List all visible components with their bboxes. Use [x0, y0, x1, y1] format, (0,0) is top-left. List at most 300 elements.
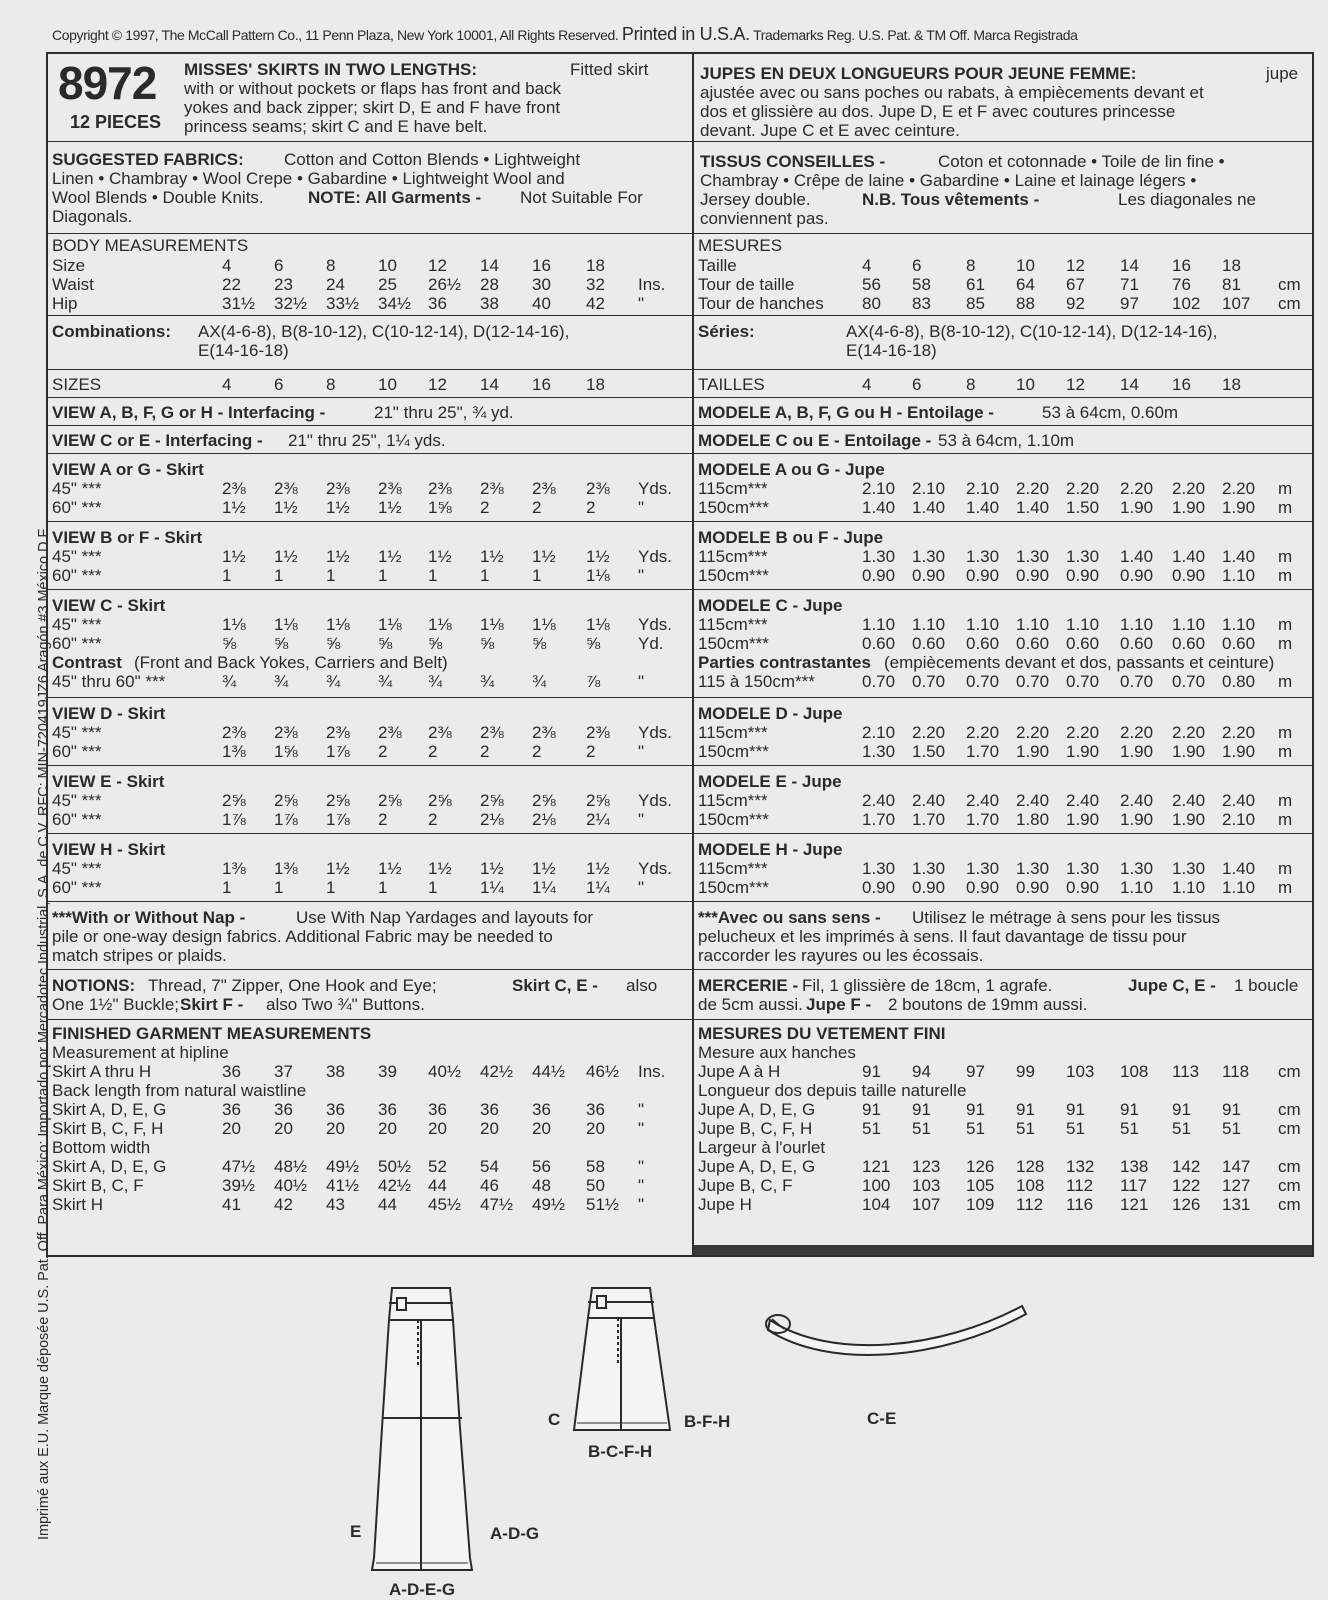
row-label: TAILLES	[698, 375, 765, 394]
row-value: 2.40	[912, 791, 946, 810]
description-line: ajustée avec ou sans poches ou rabats, à empiècements devant et	[700, 83, 1204, 102]
row-value: 1½	[378, 498, 402, 517]
view-section	[48, 834, 692, 902]
row-value: 1⅛	[532, 615, 556, 634]
row-unit: m	[1278, 878, 1293, 897]
row-value: 1.10	[1222, 615, 1256, 634]
row-value: 20	[532, 1119, 551, 1138]
row-value: ¾	[222, 672, 237, 691]
view-title: VIEW E - Skirt	[52, 772, 165, 791]
row-unit: Yds.	[638, 547, 673, 566]
row-value: 1.90	[1120, 742, 1154, 761]
row-value: 51	[862, 1119, 881, 1138]
row-value: 56	[532, 1157, 551, 1176]
row-value: 102	[1172, 294, 1201, 313]
row-unit: "	[638, 810, 645, 829]
row-value: 2.20	[1172, 479, 1206, 498]
row-value: 2⅜	[480, 479, 504, 498]
row-value: ⅝	[532, 634, 547, 653]
fabrics-text: Jersey double.	[700, 190, 811, 209]
row-unit: "	[638, 498, 645, 517]
row-value: 1.30	[1066, 547, 1100, 566]
row-value: 24	[326, 275, 345, 294]
row-value: 44½	[532, 1062, 566, 1081]
row-value: 36	[222, 1062, 241, 1081]
row-label: 60" ***	[52, 498, 102, 517]
view-title: MODELE H - Jupe	[698, 840, 843, 859]
row-value: 2⅜	[532, 479, 556, 498]
row-value: 1.10	[1016, 615, 1050, 634]
row-value: 138	[1120, 1157, 1149, 1176]
fabrics-note-label: NOTE: All Garments -	[308, 188, 482, 207]
notions-text: 2 boutons de 19mm aussi.	[888, 995, 1088, 1014]
row-value: 1½	[532, 859, 556, 878]
row-value: 1	[222, 878, 232, 897]
nap-text: raccorder les rayures ou les écossais.	[698, 946, 984, 965]
row-value: 2⅜	[222, 723, 246, 742]
row-label: SIZES	[52, 375, 102, 394]
row-value: 0.60	[862, 634, 896, 653]
row-value: 2⅜	[586, 479, 610, 498]
row-value: 2.20	[1172, 723, 1206, 742]
row-value: 1½	[428, 547, 452, 566]
view-section	[694, 522, 1312, 590]
notions-text: 1 boucle	[1234, 976, 1299, 995]
interfacing-label: MODELE C ou E - Entoilage -	[698, 431, 932, 450]
row-value: 1.30	[862, 547, 896, 566]
view-section	[694, 698, 1312, 766]
row-unit: m	[1278, 742, 1293, 761]
row-value: 1.90	[1066, 742, 1100, 761]
row-value: 91	[912, 1100, 931, 1119]
nap-section	[694, 902, 1312, 970]
row-value: 0.60	[1222, 634, 1256, 653]
row-value: 1½	[586, 859, 610, 878]
short-skirt-drawing	[574, 1288, 670, 1430]
row-unit: cm	[1278, 1176, 1301, 1195]
row-value: 2⅝	[532, 791, 556, 810]
fabrics-section	[694, 142, 1312, 234]
row-label: Jupe H	[698, 1195, 752, 1214]
row-value: 94	[912, 1062, 931, 1081]
row-value: 2⅜	[274, 723, 298, 742]
row-value: 52	[428, 1157, 447, 1176]
contrast-label: Contrast	[52, 653, 122, 672]
row-value: 103	[1066, 1062, 1095, 1081]
row-unit: cm	[1278, 1100, 1301, 1119]
row-value: 0.60	[966, 634, 1000, 653]
row-label: 45" ***	[52, 723, 102, 742]
row-value: 36	[326, 1100, 345, 1119]
row-value: 33½	[326, 294, 360, 313]
row-value: 2	[378, 810, 388, 829]
row-value: 1½	[428, 859, 452, 878]
row-value: 39	[378, 1062, 397, 1081]
fabrics-text: Diagonals.	[52, 207, 133, 226]
row-unit: m	[1278, 634, 1293, 653]
description-line: princess seams; skirt C and E have belt.	[184, 117, 488, 136]
nap-label: ***With or Without Nap -	[52, 908, 246, 927]
description-line: jupe	[1266, 64, 1299, 83]
row-value: 16	[532, 375, 551, 394]
row-value: 2.20	[1066, 723, 1100, 742]
view-title: MODELE A ou G - Jupe	[698, 460, 885, 479]
view-title: MODELE B ou F - Jupe	[698, 528, 884, 547]
row-value: 2.20	[1016, 723, 1050, 742]
row-value: 51½	[586, 1195, 620, 1214]
view-section	[694, 834, 1312, 902]
row-value: 2.10	[966, 479, 1000, 498]
row-value: 51	[966, 1119, 985, 1138]
row-label: 115cm***	[698, 859, 768, 878]
row-unit: Yds.	[638, 479, 673, 498]
row-value: 47½	[222, 1157, 256, 1176]
row-value: 1.40	[862, 498, 896, 517]
row-value: 1⅛	[222, 615, 246, 634]
row-value: 1	[274, 566, 284, 585]
sizes-section	[694, 370, 1312, 398]
interfacing-label: VIEW C or E - Interfacing -	[52, 431, 263, 450]
row-value: 1	[428, 566, 438, 585]
row-value: 25	[378, 275, 397, 294]
row-label: 60" ***	[52, 634, 102, 653]
row-label: 150cm***	[698, 810, 769, 829]
row-value: 0.70	[966, 672, 1000, 691]
row-value: 91	[1120, 1100, 1139, 1119]
row-unit: "	[638, 294, 645, 313]
row-value: ⅝	[480, 634, 495, 653]
row-value: 1.40	[1120, 547, 1154, 566]
row-value: 32	[586, 275, 605, 294]
row-value: 2.20	[1066, 479, 1100, 498]
row-value: 51	[912, 1119, 931, 1138]
sizes-section	[48, 370, 692, 398]
row-unit: Yds.	[638, 859, 673, 878]
label-e: E	[350, 1522, 362, 1541]
row-value: 2.40	[1120, 791, 1154, 810]
pattern-title: MISSES' SKIRTS IN TWO LENGTHS:	[184, 60, 478, 79]
row-value: 1.40	[1172, 547, 1206, 566]
row-value: 16	[1172, 256, 1191, 275]
row-value: 1½	[274, 498, 298, 517]
row-label: Longueur dos depuis taille naturelle	[698, 1081, 967, 1100]
row-value: 61	[966, 275, 985, 294]
row-unit: "	[638, 1195, 645, 1214]
row-unit: m	[1278, 547, 1293, 566]
row-value: 44	[378, 1195, 397, 1214]
row-value: 28	[480, 275, 499, 294]
row-value: 1.40	[1016, 498, 1050, 517]
piece-count: 12 PIECES	[70, 112, 162, 132]
row-unit: "	[638, 566, 645, 585]
row-value: 2⅜	[480, 723, 504, 742]
row-value: 56	[862, 275, 881, 294]
row-value: 1½	[222, 547, 246, 566]
combinations-section	[48, 316, 692, 370]
fabrics-text: Linen • Chambray • Wool Crepe • Gabardine • Lightweight Wool and	[52, 169, 565, 188]
long-skirt-drawing	[372, 1288, 472, 1570]
row-value: 122	[1172, 1176, 1201, 1195]
row-value: 1.70	[912, 810, 946, 829]
notions-text: also Two ¾" Buttons.	[266, 995, 425, 1014]
row-value: 20	[222, 1119, 241, 1138]
row-value: 108	[1120, 1062, 1149, 1081]
row-value: ⅝	[428, 634, 443, 653]
row-value: 51	[1016, 1119, 1035, 1138]
row-value: 44	[428, 1176, 447, 1195]
interfacing-section	[694, 426, 1312, 454]
row-value: 1¼	[480, 878, 504, 897]
row-value: ⅝	[274, 634, 289, 653]
body-measurements-title: BODY MEASUREMENTS	[52, 236, 249, 255]
row-value: 4	[862, 375, 872, 394]
row-label: Skirt B, C, F	[52, 1176, 144, 1195]
view-title: VIEW B or F - Skirt	[52, 528, 203, 547]
row-value: 91	[966, 1100, 985, 1119]
description-section	[694, 54, 1312, 142]
row-value: 38	[326, 1062, 345, 1081]
row-value: 2⅝	[378, 791, 402, 810]
view-title: MODELE C - Jupe	[698, 596, 843, 615]
label-a-d-e-g: A-D-E-G	[389, 1580, 456, 1599]
row-value: 18	[586, 256, 605, 275]
view-section	[48, 698, 692, 766]
row-value: 1½	[586, 547, 610, 566]
row-value: 42	[274, 1195, 293, 1214]
interfacing-value: 21" thru 25", ¾ yd.	[374, 403, 514, 422]
row-value: 2.20	[1016, 479, 1050, 498]
row-value: 2¼	[586, 810, 610, 829]
row-unit: "	[638, 1119, 645, 1138]
row-value: 36	[532, 1100, 551, 1119]
row-value: 0.90	[1120, 566, 1154, 585]
row-value: 2⅜	[532, 723, 556, 742]
nap-text: pile or one-way design fabrics. Additional Fabric may be needed to	[52, 927, 553, 946]
row-value: 80	[862, 294, 881, 313]
row-value: 12	[428, 256, 447, 275]
row-value: 103	[912, 1176, 941, 1195]
row-value: 1⅛	[378, 615, 402, 634]
combinations-text: E(14-16-18)	[198, 341, 289, 360]
row-value: 0.60	[1016, 634, 1050, 653]
combinations-section	[694, 316, 1312, 370]
notions-text: de 5cm aussi.	[698, 995, 803, 1014]
row-value: 131	[1222, 1195, 1251, 1214]
interfacing-label: VIEW A, B, F, G or H - Interfacing -	[52, 403, 326, 422]
row-value: 36	[378, 1100, 397, 1119]
view-title: MODELE D - Jupe	[698, 704, 843, 723]
row-unit: cm	[1278, 1157, 1301, 1176]
row-value: 1	[532, 566, 542, 585]
row-value: ¾	[428, 672, 443, 691]
row-value: 42	[586, 294, 605, 313]
row-value: 2.40	[1172, 791, 1206, 810]
fabrics-text: Wool Blends • Double Knits.	[52, 188, 264, 207]
notions-label: Jupe C, E -	[1128, 976, 1216, 995]
row-value: 0.70	[862, 672, 896, 691]
row-value: 2.10	[912, 479, 946, 498]
row-value: 91	[1016, 1100, 1035, 1119]
row-value: 2.40	[1222, 791, 1256, 810]
row-value: 1.30	[966, 547, 1000, 566]
notions-label: Skirt C, E -	[512, 976, 598, 995]
row-value: 20	[378, 1119, 397, 1138]
row-value: 85	[966, 294, 985, 313]
row-value: 0.90	[862, 566, 896, 585]
row-value: 1.10	[862, 615, 896, 634]
row-value: 1⅞	[222, 810, 246, 829]
row-value: 1.90	[1120, 498, 1154, 517]
row-unit: "	[638, 1157, 645, 1176]
english-column	[48, 54, 694, 1255]
body-measurements-title: MESURES	[698, 236, 783, 255]
row-value: 6	[274, 375, 284, 394]
row-label: 150cm***	[698, 634, 769, 653]
row-value: 92	[1066, 294, 1085, 313]
row-value: 1⅜	[222, 742, 246, 761]
row-value: 1	[274, 878, 284, 897]
row-value: ⅝	[586, 634, 601, 653]
row-value: 2.20	[1222, 723, 1256, 742]
row-value: 1½	[326, 859, 350, 878]
row-unit: Yds.	[638, 615, 673, 634]
row-value: 1⅛	[428, 615, 452, 634]
row-unit: "	[638, 742, 645, 761]
row-value: 1⅜	[222, 859, 246, 878]
row-value: 32½	[274, 294, 308, 313]
row-value: 48	[532, 1176, 551, 1195]
row-value: 1.30	[1066, 859, 1100, 878]
row-label: Skirt A thru H	[52, 1062, 152, 1081]
copyright-line	[52, 24, 1322, 50]
row-value: 2⅜	[378, 723, 402, 742]
row-value: 1.30	[966, 859, 1000, 878]
row-unit: cm	[1278, 294, 1301, 313]
row-value: 51	[1172, 1119, 1191, 1138]
row-unit: m	[1278, 498, 1293, 517]
row-unit: "	[638, 1176, 645, 1195]
row-value: 1.50	[912, 742, 946, 761]
instruction-table	[46, 52, 1314, 1257]
row-value: 40	[532, 294, 551, 313]
row-value: 1.10	[1066, 615, 1100, 634]
row-unit: m	[1278, 615, 1293, 634]
row-value: 20	[274, 1119, 293, 1138]
interfacing-value: 53 à 64cm, 0.60m	[1042, 403, 1179, 422]
row-value: 117	[1120, 1176, 1148, 1195]
row-value: 91	[862, 1100, 881, 1119]
row-value: 45½	[428, 1195, 462, 1214]
row-value: 8	[326, 375, 336, 394]
row-value: 126	[966, 1157, 995, 1176]
row-value: 49½	[532, 1195, 566, 1214]
row-value: 2⅜	[428, 723, 452, 742]
row-label: Waist	[52, 275, 94, 294]
row-label: 150cm***	[698, 742, 769, 761]
row-label: Skirt H	[52, 1195, 103, 1214]
row-value: 37	[274, 1062, 293, 1081]
row-value: 2.10	[862, 723, 896, 742]
row-unit: Ins.	[638, 275, 666, 294]
row-label: 115cm***	[698, 791, 768, 810]
belt-drawing	[766, 1306, 1026, 1355]
row-value: 1.30	[1172, 859, 1206, 878]
nap-text: Utilisez le métrage à sens pour les tissus	[912, 908, 1221, 927]
row-value: 142	[1172, 1157, 1201, 1176]
row-label: Back length from natural waistline	[52, 1081, 307, 1100]
pattern-number: 8972	[58, 57, 157, 109]
row-value: 39½	[222, 1176, 256, 1195]
label-c: C	[548, 1410, 561, 1429]
interfacing-value: 53 à 64cm, 1.10m	[938, 431, 1075, 450]
row-value: 1½	[480, 859, 504, 878]
row-unit: Ins.	[638, 1062, 666, 1081]
row-label: 150cm***	[698, 878, 769, 897]
row-value: 2⅛	[532, 810, 556, 829]
row-label: 115cm***	[698, 723, 768, 742]
printed-text: Printed in U.S.A.	[621, 24, 750, 44]
row-value: 1.10	[1222, 566, 1256, 585]
row-label: Tour de hanches	[698, 294, 824, 313]
body-measurements-section	[694, 234, 1312, 316]
view-title: VIEW A or G - Skirt	[52, 460, 204, 479]
row-value: 0.70	[1120, 672, 1154, 691]
row-value: 2⅜	[274, 479, 298, 498]
bottom-band	[694, 1245, 1312, 1255]
row-label: 45" ***	[52, 615, 102, 634]
row-value: 51	[1222, 1119, 1241, 1138]
view-section	[48, 454, 692, 522]
row-value: 4	[862, 256, 872, 275]
row-value: 41	[222, 1195, 241, 1214]
row-value: 121	[1120, 1195, 1149, 1214]
row-value: 83	[912, 294, 931, 313]
description-line: Fitted skirt	[570, 60, 649, 79]
row-value: 14	[480, 375, 499, 394]
row-label: 150cm***	[698, 498, 769, 517]
row-value: 67	[1066, 275, 1085, 294]
row-value: 1⅝	[428, 498, 452, 517]
row-label: Jupe A, D, E, G	[698, 1100, 816, 1119]
row-value: 16	[532, 256, 551, 275]
row-value: 1.30	[862, 859, 896, 878]
combinations-text: AX(4-6-8), B(8-10-12), C(10-12-14), D(12-14-16),	[198, 322, 570, 341]
row-value: 1.40	[966, 498, 1000, 517]
row-label: Jupe A, D, E, G	[698, 1157, 816, 1176]
row-value: 10	[378, 375, 397, 394]
row-value: 0.60	[912, 634, 946, 653]
row-value: 42½	[378, 1176, 412, 1195]
row-label: 115cm***	[698, 547, 768, 566]
row-label: 60" ***	[52, 742, 102, 761]
row-value: 42½	[480, 1062, 514, 1081]
row-value: 112	[1066, 1176, 1094, 1195]
row-value: 1	[378, 878, 388, 897]
row-label: Skirt A, D, E, G	[52, 1100, 167, 1119]
row-value: 81	[1222, 275, 1241, 294]
notions-text: also	[626, 976, 658, 995]
row-value: 2⅜	[222, 479, 246, 498]
label-c-e: C-E	[867, 1409, 897, 1428]
row-value: 0.90	[912, 566, 946, 585]
finished-title: FINISHED GARMENT MEASUREMENTS	[52, 1024, 372, 1043]
row-value: 76	[1172, 275, 1191, 294]
notions-text: Thread, 7" Zipper, One Hook and Eye;	[148, 976, 437, 995]
row-value: 1½	[326, 498, 350, 517]
row-value: 1⅞	[326, 742, 350, 761]
row-value: 113	[1172, 1062, 1200, 1081]
row-value: 18	[1222, 256, 1241, 275]
